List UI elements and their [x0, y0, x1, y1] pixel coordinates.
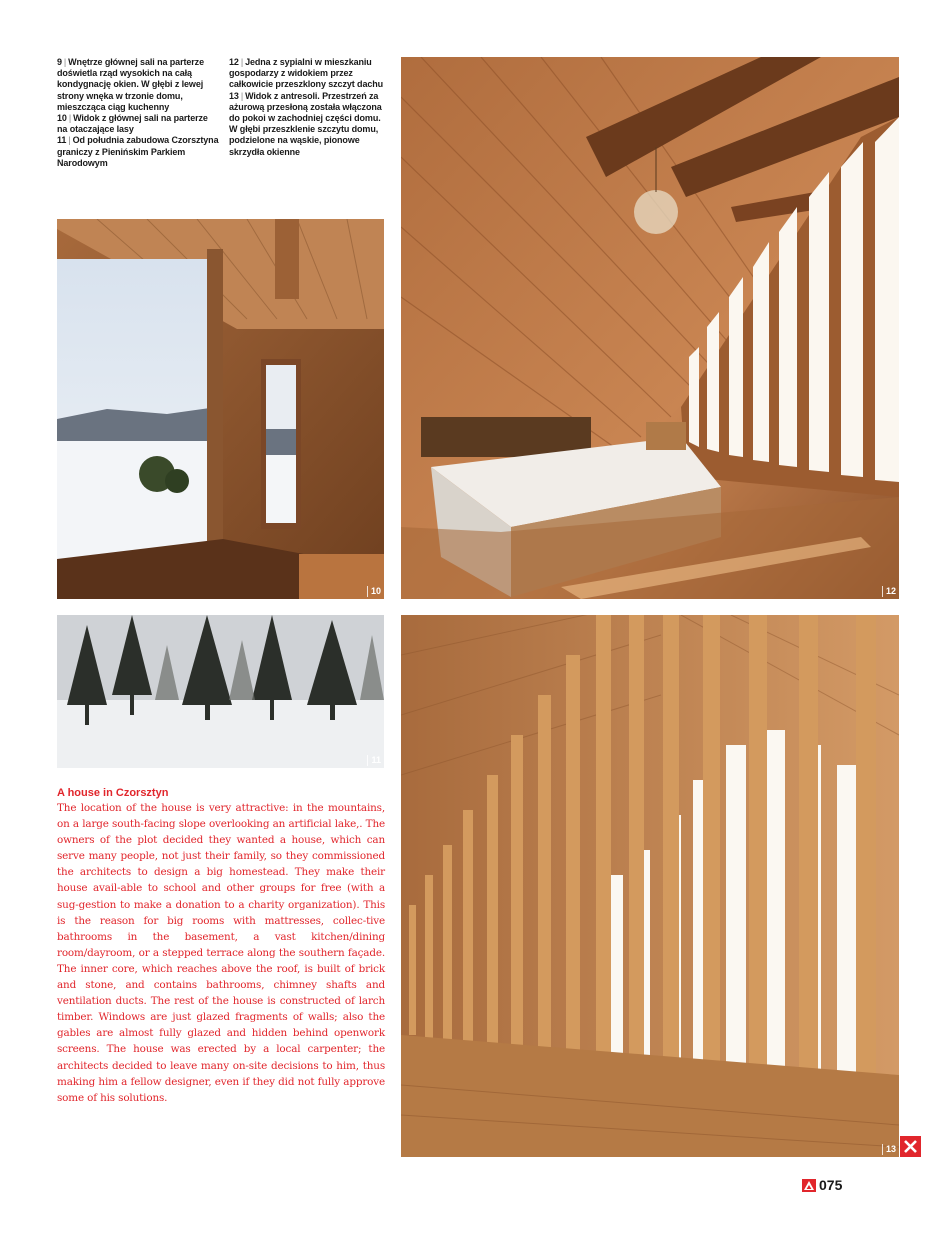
caption-13: 13 | Widok z antresoli. Przestrzeń za ażurową przesłoną została włączona do pokoi w zachodniej części domu. W głębi przeszklenie szczytu domu, podzielone na wąskie, pionowe skrzydła okienne: [229, 90, 382, 157]
article-body: The location of the house is very attractive: in the mountains, on a large south-facing slope overlooking an artificial lake,. The owners of the plot decided they wanted a house, which can serve many people, not just their family, so they commissioned the architects to design a big homestead. They make their house avail-able to school and other groups for free (with a sug-gestion to make a donation to a charity organization). This is the reason for big rooms with mattresses, collec-tive bathrooms in the basement, a vast kitchen/dining room/dayroom, or a stepped terrace along the southern façade. The inner core, which reaches above the roof, is built of brick and stone, and contains bathrooms, chimney shafts and ventilation ducts. The rest of the house is constructed of larch timber. Windows are just glazed fragments of walls; also the gables are almost fully glazed and hidden behind openwork screens. The house was erected by a local carpenter; the architects decided to leave many on-site decisions to him, thus making him a fellow designer, even if they did not fully approve some of his solutions.: [57, 802, 385, 1104]
architektura-logo-icon: [802, 1179, 816, 1192]
article-heading: A house in Czorsztyn: [57, 787, 169, 799]
figure-number-12: 12: [882, 586, 896, 597]
photo-mezzanine-screen: [401, 615, 899, 1157]
photo-window-view: [57, 219, 384, 599]
photo-attic-bedroom: [401, 57, 899, 599]
figure-number-13: 13: [882, 1144, 896, 1155]
page-number: 075: [802, 1177, 842, 1193]
caption-column-right: [229, 57, 385, 158]
close-icon[interactable]: [900, 1136, 921, 1157]
figure-number-11: 11: [367, 755, 381, 766]
article: [57, 786, 385, 1106]
caption-12: 12 | Jedna z sypialni w mieszkaniu gospodarzy z widokiem przez całkowicie przeszklony szczyt dachu: [229, 57, 384, 90]
caption-10: 10 | Widok z głównej sali na parterze na otaczające lasy: [57, 113, 208, 135]
caption-9: 9 | Wnętrze głównej sali na parterze doświetla rząd wysokich na całą kondygnację okien. W głębi z lewej strony wnęka w trzonie domu, mieszcząca ciąg kuchenny: [57, 57, 204, 112]
photo-snowy-forest: [57, 615, 384, 768]
figure-number-10: 10: [367, 586, 381, 597]
caption-11: 11 | Od południa zabudowa Czorsztyna graniczy z Pienińskim Parkiem Narodowym: [57, 135, 219, 168]
caption-column-left: [57, 57, 219, 169]
